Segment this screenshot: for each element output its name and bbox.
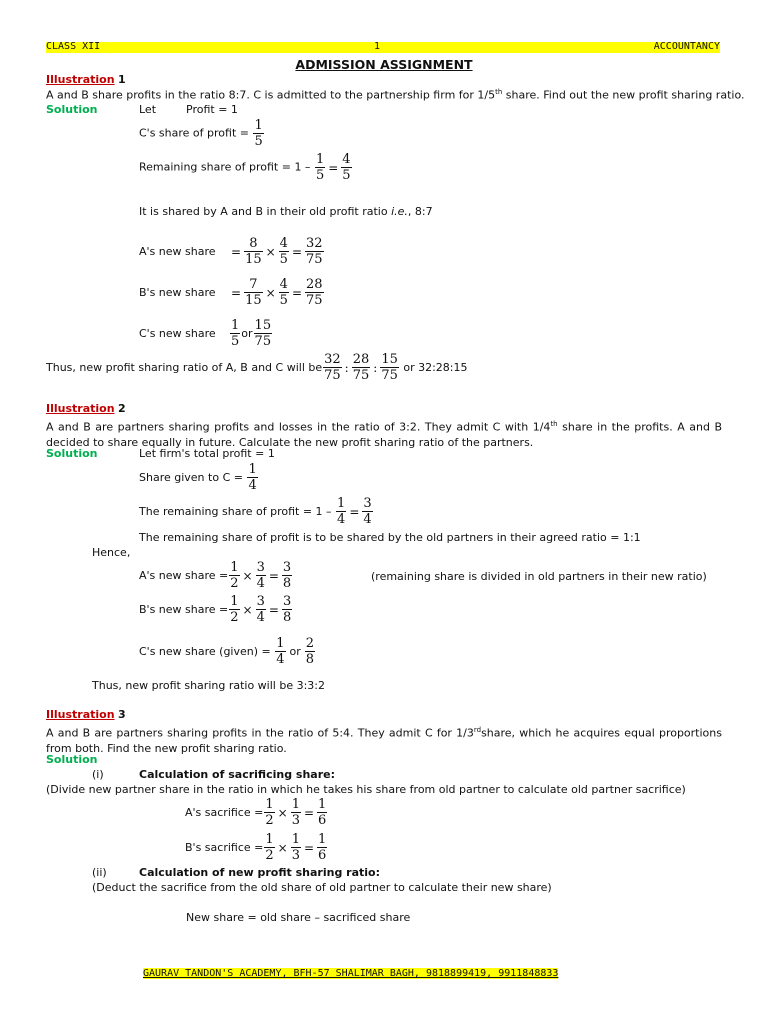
ill3-b-sacrifice: B's sacrifice = $\frac{1}{2}$ × $\frac{1}{3}$ = $\frac{1}{6}$ bbox=[185, 832, 327, 863]
fraction: $\frac{1}{2}$ bbox=[230, 560, 239, 591]
fraction: $\frac{3}{4}$ bbox=[363, 496, 372, 527]
fraction: $\frac{3}{4}$ bbox=[256, 560, 265, 591]
fraction: $\frac{3}{8}$ bbox=[282, 594, 292, 625]
fraction: $\frac{3}{8}$ bbox=[282, 560, 292, 591]
ill1-a-new-share: A's new share = $\frac{8}{15}$ × $\frac{4}{5}$ = $\frac{32}{75}$ bbox=[139, 236, 323, 267]
ill3-step2-number: (ii) bbox=[92, 866, 107, 879]
illustration-number: 1 bbox=[118, 73, 126, 86]
question-text: A and B are partners sharing profits in the ratio of 5:4. They admit C for 1/3 bbox=[46, 726, 474, 740]
page-header bbox=[46, 42, 720, 53]
ill1-let: Let bbox=[139, 103, 157, 116]
question-text-end: share in the profits. A and B decided to share equally in future. Calculate the new profit sharing ratio of the partners. bbox=[46, 420, 723, 449]
shared-text: It is shared by A and B in their old profit ratio bbox=[139, 205, 392, 218]
a-new-label: A's new share = bbox=[139, 569, 229, 582]
fraction: $\frac{3}{4}$ bbox=[256, 594, 265, 625]
a-sacrifice-label: A's sacrifice = bbox=[185, 806, 264, 819]
fraction: $\frac{1}{3}$ bbox=[291, 832, 300, 863]
fraction: $\frac{4}{5}$ bbox=[279, 236, 288, 267]
fraction: $\frac{4}{5}$ bbox=[279, 277, 288, 308]
page-title: ADMISSION ASSIGNMENT bbox=[295, 57, 473, 72]
header-class: CLASS XII bbox=[46, 41, 101, 52]
illustration-3-question bbox=[46, 723, 722, 756]
header-subject: ACCOUNTANCY bbox=[653, 41, 720, 52]
solution-label: Solution bbox=[46, 447, 98, 460]
question-text: A and B are partners sharing profits and losses in the ratio of 3:2. They admit C with 1/4 bbox=[46, 420, 551, 434]
question-sup: th bbox=[550, 420, 558, 428]
fraction: $\frac{1}{4}$ bbox=[248, 462, 257, 493]
solution-label: Solution bbox=[46, 103, 98, 116]
ill3-step1-number: (i) bbox=[92, 768, 104, 781]
solution-label: Solution bbox=[46, 753, 98, 766]
a-new-label: A's new share bbox=[139, 245, 216, 258]
fraction: $\frac{32}{75}$ bbox=[306, 236, 323, 267]
illustration-2-question bbox=[46, 417, 722, 450]
fraction: $\frac{1}{2}$ bbox=[265, 832, 274, 863]
fraction: $\frac{28}{75}$ bbox=[352, 352, 370, 383]
b-new-label: B's new share = bbox=[139, 603, 229, 616]
illustration-2-heading bbox=[46, 402, 126, 415]
ill2-given-line bbox=[139, 462, 259, 493]
fraction: $\frac{1}{5}$ bbox=[231, 318, 240, 349]
fraction: $\frac{8}{15}$ bbox=[245, 236, 262, 267]
fraction: $\frac{1}{4}$ bbox=[276, 636, 285, 667]
b-sacrifice-label: B's sacrifice = bbox=[185, 841, 264, 854]
fraction: $\frac{1}{3}$ bbox=[291, 797, 300, 828]
fraction: $\frac{2}{8}$ bbox=[305, 636, 315, 667]
fraction: $\frac{1}{2}$ bbox=[265, 797, 274, 828]
ill1-c-new-share bbox=[139, 318, 273, 349]
fraction: $\frac{15}{75}$ bbox=[254, 318, 272, 349]
ill2-remaining-line: The remaining share of profit = 1 – $\frac{1}{4}$ = $\frac{3}{4}$ bbox=[139, 496, 372, 527]
thus-text: Thus, new profit sharing ratio of A, B and C will be bbox=[46, 361, 323, 374]
c-new-label: C's new share (given) = bbox=[139, 645, 271, 658]
ill3-step2-note: (Deduct the sacrifice from the old share of old partner to calculate their new share) bbox=[92, 881, 552, 894]
question-sup: th bbox=[495, 88, 503, 96]
ill3-step2-title: Calculation of new profit sharing ratio: bbox=[139, 866, 380, 879]
c-share-label: C's share of profit = bbox=[139, 126, 249, 140]
ill1-remaining-line: Remaining share of profit = 1 – $\frac{1}{5}$ = $\frac{4}{5}$ bbox=[139, 152, 351, 183]
remaining-label: The remaining share of profit = 1 – bbox=[139, 505, 332, 518]
b-new-label: B's new share bbox=[139, 286, 216, 299]
ill3-step1-title: Calculation of sacrificing share: bbox=[139, 768, 335, 781]
illustration-label: Illustration bbox=[46, 708, 115, 721]
c-new-label: C's new share bbox=[139, 327, 216, 340]
header-page-number: 1 bbox=[374, 41, 381, 52]
fraction: $\frac{4}{5}$ bbox=[342, 152, 351, 183]
question-sup: rd bbox=[473, 726, 482, 734]
illustration-number: 3 bbox=[118, 708, 126, 721]
ill2-note: (remaining share is divided in old partners in their new ratio) bbox=[371, 570, 707, 583]
ill2-conclusion: Thus, new profit sharing ratio will be 3:3:2 bbox=[92, 679, 325, 692]
ill1-shared-line bbox=[139, 205, 433, 218]
or-text: or bbox=[289, 645, 301, 658]
ill2-hence: Hence, bbox=[92, 546, 131, 559]
fraction: $\frac{7}{15}$ bbox=[245, 277, 262, 308]
illustration-3-heading bbox=[46, 708, 126, 721]
ill1-c-share-line bbox=[139, 118, 265, 149]
question-text: A and B share profits in the ratio 8:7. C is admitted to the partnership firm for 1/5 bbox=[46, 88, 496, 102]
illustration-label: Illustration bbox=[46, 73, 115, 86]
ill1-b-new-share: B's new share = $\frac{7}{15}$ × $\frac{4}{5}$ = $\frac{28}{75}$ bbox=[139, 277, 323, 308]
illustration-label: Illustration bbox=[46, 402, 115, 415]
fraction: $\frac{28}{75}$ bbox=[306, 277, 323, 308]
question-text-end: share. Find out the new profit sharing ratio. bbox=[502, 88, 745, 102]
ill2-c-new-share bbox=[139, 636, 316, 667]
illustration-1-question bbox=[46, 88, 744, 102]
ill1-conclusion: Thus, new profit sharing ratio of A, B and C will be $\frac{32}{75}$ : $\frac{28}{75}$ : $\frac{15}{75}$ or 32:28:15 bbox=[46, 352, 468, 383]
ill3-formula: New share = old share – sacrificed share bbox=[186, 911, 411, 924]
remaining-label: Remaining share of profit = 1 – bbox=[139, 160, 311, 174]
given-label: Share given to C = bbox=[139, 471, 243, 484]
shared-ie: i.e. bbox=[391, 205, 408, 218]
ill2-a-new-share: A's new share = $\frac{1}{2}$ × $\frac{3}{4}$ = $\frac{3}{8}$ bbox=[139, 560, 292, 591]
or-text: or bbox=[241, 327, 253, 340]
fraction: $\frac{32}{75}$ bbox=[324, 352, 341, 383]
illustration-number: 2 bbox=[118, 402, 126, 415]
ill2-shared-line: The remaining share of profit is to be shared by the old partners in their agreed ratio = 1:1 bbox=[139, 531, 641, 544]
thus-end-text: or 32:28:15 bbox=[403, 361, 468, 374]
fraction: $\frac{15}{75}$ bbox=[381, 352, 398, 383]
shared-text-end: , 8:7 bbox=[407, 205, 433, 218]
ill2-b-new-share: B's new share = $\frac{1}{2}$ × $\frac{3}{4}$ = $\frac{3}{8}$ bbox=[139, 594, 292, 625]
fraction: $\frac{1}{2}$ bbox=[230, 594, 239, 625]
fraction: $\frac{1}{5}$ bbox=[315, 152, 325, 183]
fraction: $\frac{1}{6}$ bbox=[318, 797, 327, 828]
page-footer: GAURAV TANDON'S ACADEMY, BFH-57 SHALIMAR BAGH, 9818899419, 9911848833 bbox=[143, 968, 559, 979]
ill2-let: Let firm's total profit = 1 bbox=[139, 447, 275, 460]
fraction: $\frac{1}{5}$ bbox=[254, 118, 263, 149]
fraction: $\frac{1}{6}$ bbox=[318, 832, 327, 863]
ill3-a-sacrifice: A's sacrifice = $\frac{1}{2}$ × $\frac{1}{3}$ = $\frac{1}{6}$ bbox=[185, 797, 327, 828]
illustration-1-heading bbox=[46, 73, 126, 86]
ill3-step1-note: (Divide new partner share in the ratio in which he takes his share from old partner to calculate old partner sacrifice) bbox=[46, 783, 686, 796]
question-text-end: share, which he acquires equal proportions from both. Find the new profit sharing ratio. bbox=[46, 726, 722, 755]
ill1-profit: Profit = 1 bbox=[186, 103, 238, 116]
fraction: $\frac{1}{4}$ bbox=[337, 496, 346, 527]
